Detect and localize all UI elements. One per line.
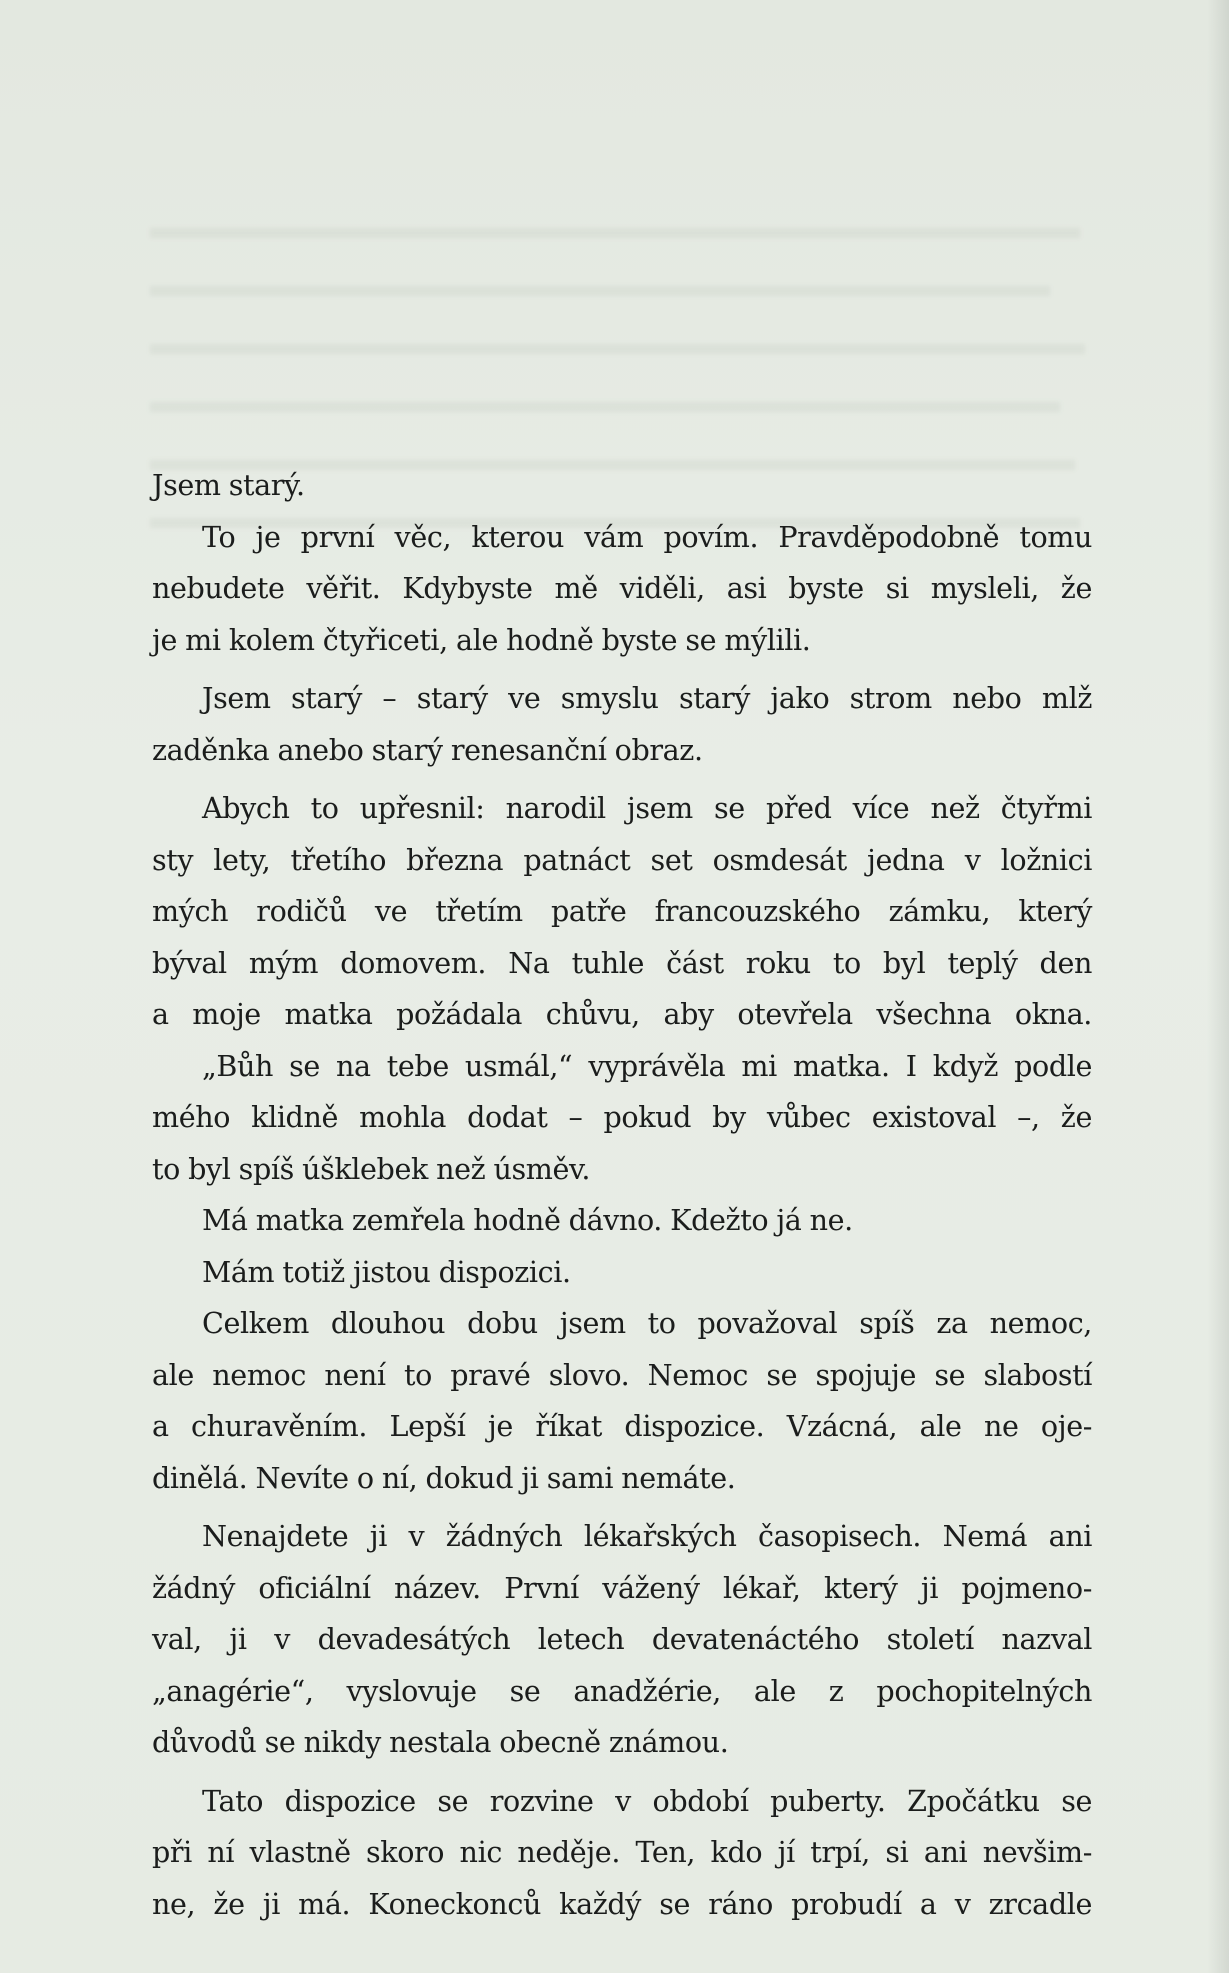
- body-text: [152, 460, 1092, 1930]
- text-line: Tato dispozice se rozvine v období puberty. Zpočátku se: [202, 1783, 1092, 1818]
- text-line: dinělá. Nevíte o ní, dokud ji sami nemáte.: [152, 1460, 736, 1495]
- text-line: ale nemoc není to pravé slovo. Nemoc se spojuje se slabostí: [152, 1357, 1092, 1392]
- text-line: val, ji v devadesátých letech devatenáctého století nazval: [152, 1622, 1092, 1656]
- text-line: a moje matka požádala chůvu, aby otevřela všechna okna.: [152, 997, 1092, 1031]
- text-line: Mám totiž jistou dispozici.: [202, 1254, 571, 1289]
- text-line: Jsem starý – starý ve smyslu starý jako strom nebo mlž: [202, 681, 1092, 715]
- text-line: Jsem starý.: [152, 468, 305, 502]
- text-line: „anagérie“, vyslovuje se anadžérie, ale z pochopitelných: [152, 1673, 1092, 1708]
- text-line: nebudete věřit. Kdybyste mě viděli, asi byste si mysleli, že: [152, 571, 1092, 605]
- text-line: a churavěním. Lepší je říkat dispozice. Vzácná, ale ne oje-: [152, 1409, 1092, 1443]
- text-line: důvodů se nikdy nestala obecně známou.: [152, 1725, 729, 1759]
- text-line: zaděnka anebo starý renesanční obraz.: [152, 732, 703, 767]
- text-line: „Bůh se na tebe usmál,“ vyprávěla mi matka. I když podle: [202, 1048, 1092, 1083]
- text-line: To je první věc, kterou vám povím. Pravděpodobně tomu: [202, 519, 1092, 554]
- text-line: Abych to upřesnil: narodil jsem se před více než čtyřmi: [202, 791, 1092, 825]
- text-line: žádný oficiální název. První vážený lékař, který ji pojmeno-: [152, 1570, 1092, 1605]
- text-line: to byl spíš úšklebek než úsměv.: [152, 1151, 591, 1186]
- text-line: mých rodičů ve třetím patře francouzského zámku, který: [152, 894, 1092, 928]
- text-line: je mi kolem čtyřiceti, ale hodně byste se mýlili.: [152, 622, 811, 657]
- text-line: sty lety, třetího března patnáct set osmdesát jedna v ložnici: [152, 842, 1092, 877]
- text-line: Celkem dlouhou dobu jsem to považoval spíš za nemoc,: [202, 1306, 1092, 1340]
- text-line: ne, že ji má. Koneckonců každý se ráno probudí a v zrcadle: [152, 1886, 1092, 1921]
- text-line: při ní vlastně skoro nic neděje. Ten, kdo jí trpí, si ani nevšim-: [152, 1835, 1092, 1869]
- text-line: býval mým domovem. Na tuhle část roku to byl teplý den: [152, 945, 1092, 980]
- text-line: Má matka zemřela hodně dávno. Kdežto já ne.: [202, 1203, 853, 1237]
- text-line: mého klidně mohla dodat – pokud by vůbec existoval –, že: [152, 1100, 1092, 1134]
- text-line: Nenajdete ji v žádných lékařských časopisech. Nemá ani: [202, 1519, 1092, 1553]
